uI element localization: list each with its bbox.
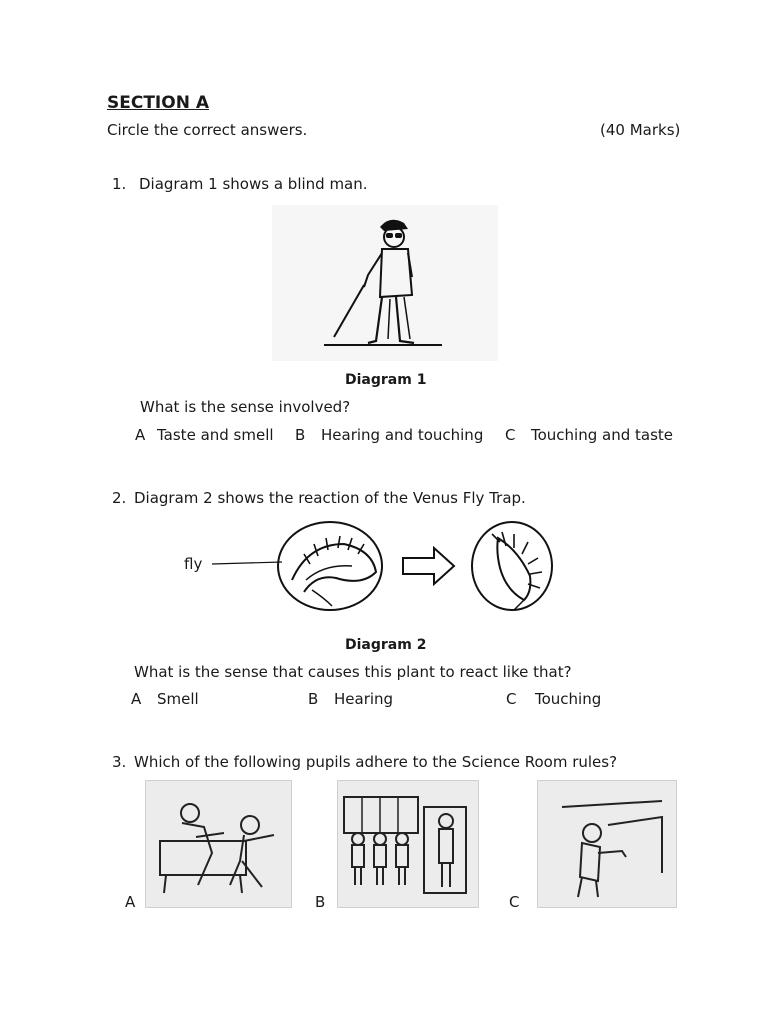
q1-option-a-letter[interactable]: A <box>135 426 146 444</box>
q3-option-c-letter[interactable]: C <box>509 893 520 911</box>
q2-question: What is the sense that causes this plant to react like that? <box>134 663 572 681</box>
q1-diagram-caption: Diagram 1 <box>345 372 427 388</box>
q2-diagram-caption: Diagram 2 <box>345 637 427 653</box>
venus-fly-trap-diagram <box>212 520 512 612</box>
q2-option-c-letter[interactable]: C <box>506 690 517 708</box>
q3-picture-b[interactable] <box>337 780 479 908</box>
q2-option-c-text[interactable]: Touching <box>535 690 602 708</box>
right-arrow-icon <box>403 548 454 584</box>
q2-text: Diagram 2 shows the reaction of the Venus Fly Trap. <box>134 489 526 507</box>
q2-number: 2. <box>112 489 127 507</box>
q1-question: What is the sense involved? <box>140 398 351 416</box>
q3-text: Which of the following pupils adhere to the Science Room rules? <box>134 753 618 771</box>
venus-fly-trap-open-icon <box>278 522 382 610</box>
blind-man-illustration <box>272 205 498 361</box>
q1-number: 1. <box>112 175 127 193</box>
q1-option-b-text[interactable]: Hearing and touching <box>321 426 484 444</box>
fly-label: fly <box>184 555 203 573</box>
q1-option-b-letter[interactable]: B <box>295 426 306 444</box>
q2-option-b-text[interactable]: Hearing <box>334 690 394 708</box>
q3-picture-c[interactable] <box>537 780 677 908</box>
marks-text: (40 Marks) <box>600 121 681 139</box>
q1-option-a-text[interactable]: Taste and smell <box>157 426 274 444</box>
q3-option-a-letter[interactable]: A <box>125 893 136 911</box>
q2-option-a-text[interactable]: Smell <box>157 690 199 708</box>
q3-option-b-letter[interactable]: B <box>315 893 326 911</box>
section-title: SECTION A <box>107 93 210 113</box>
q2-option-a-letter[interactable]: A <box>131 690 142 708</box>
q3-number: 3. <box>112 753 127 771</box>
q1-text: Diagram 1 shows a blind man. <box>139 175 368 193</box>
instruction-text: Circle the correct answers. <box>107 121 308 139</box>
q1-option-c-text[interactable]: Touching and taste <box>531 426 674 444</box>
q3-picture-a[interactable] <box>145 780 292 908</box>
venus-fly-trap-closed-illustration <box>470 520 554 612</box>
q2-option-b-letter[interactable]: B <box>308 690 319 708</box>
q1-option-c-letter[interactable]: C <box>505 426 516 444</box>
